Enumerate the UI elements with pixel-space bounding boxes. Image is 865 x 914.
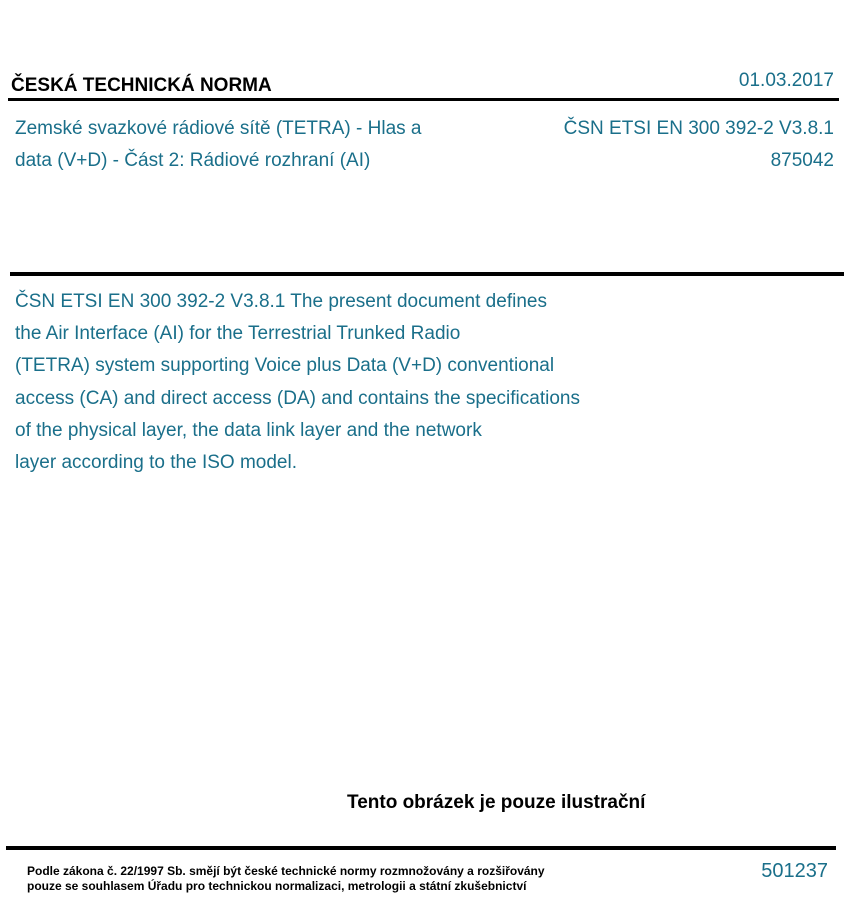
standard-title bbox=[15, 113, 495, 177]
abstract-line: the Air Interface (AI) for the Terrestrial Trunked Radio bbox=[15, 323, 461, 345]
document-id: 501237 bbox=[761, 860, 828, 882]
footer-divider bbox=[6, 846, 836, 850]
standard-code: ČSN ETSI EN 300 392-2 V3.8.1 bbox=[563, 118, 834, 139]
abstract-line: access (CA) and direct access (DA) and contains the specifications bbox=[15, 387, 580, 409]
abstract-line: ČSN ETSI EN 300 392-2 V3.8.1 The present document defines bbox=[15, 291, 547, 312]
section-divider bbox=[10, 272, 844, 276]
standard-title-line: Zemské svazkové rádiové sítě (TETRA) - Hlas a bbox=[15, 118, 422, 139]
standard-identifiers bbox=[564, 113, 834, 177]
standard-title-line: data (V+D) - Část 2: Rádiové rozhraní (AI) bbox=[15, 150, 371, 171]
abstract-line: of the physical layer, the data link layer and the network bbox=[15, 419, 482, 441]
document-type-heading: ČESKÁ TECHNICKÁ NORMA bbox=[11, 75, 272, 96]
illustration-notice: Tento obrázek je pouze ilustrační bbox=[347, 792, 646, 813]
header-divider bbox=[8, 98, 839, 101]
abstract-line: (TETRA) system supporting Voice plus Data (V+D) conventional bbox=[15, 355, 555, 377]
legal-notice bbox=[27, 864, 587, 894]
publication-date: 01.03.2017 bbox=[738, 70, 834, 91]
classification-number: 875042 bbox=[770, 150, 834, 171]
legal-notice-line: Podle zákona č. 22/1997 Sb. smějí být české technické normy rozmnožovány a rozšiřovány bbox=[27, 864, 545, 878]
abstract-line: layer according to the ISO model. bbox=[15, 452, 297, 474]
legal-notice-line: pouze se souhlasem Úřadu pro technickou normalizaci, metrologii a státní zkušebnictví bbox=[27, 879, 527, 893]
abstract-text bbox=[15, 286, 665, 479]
